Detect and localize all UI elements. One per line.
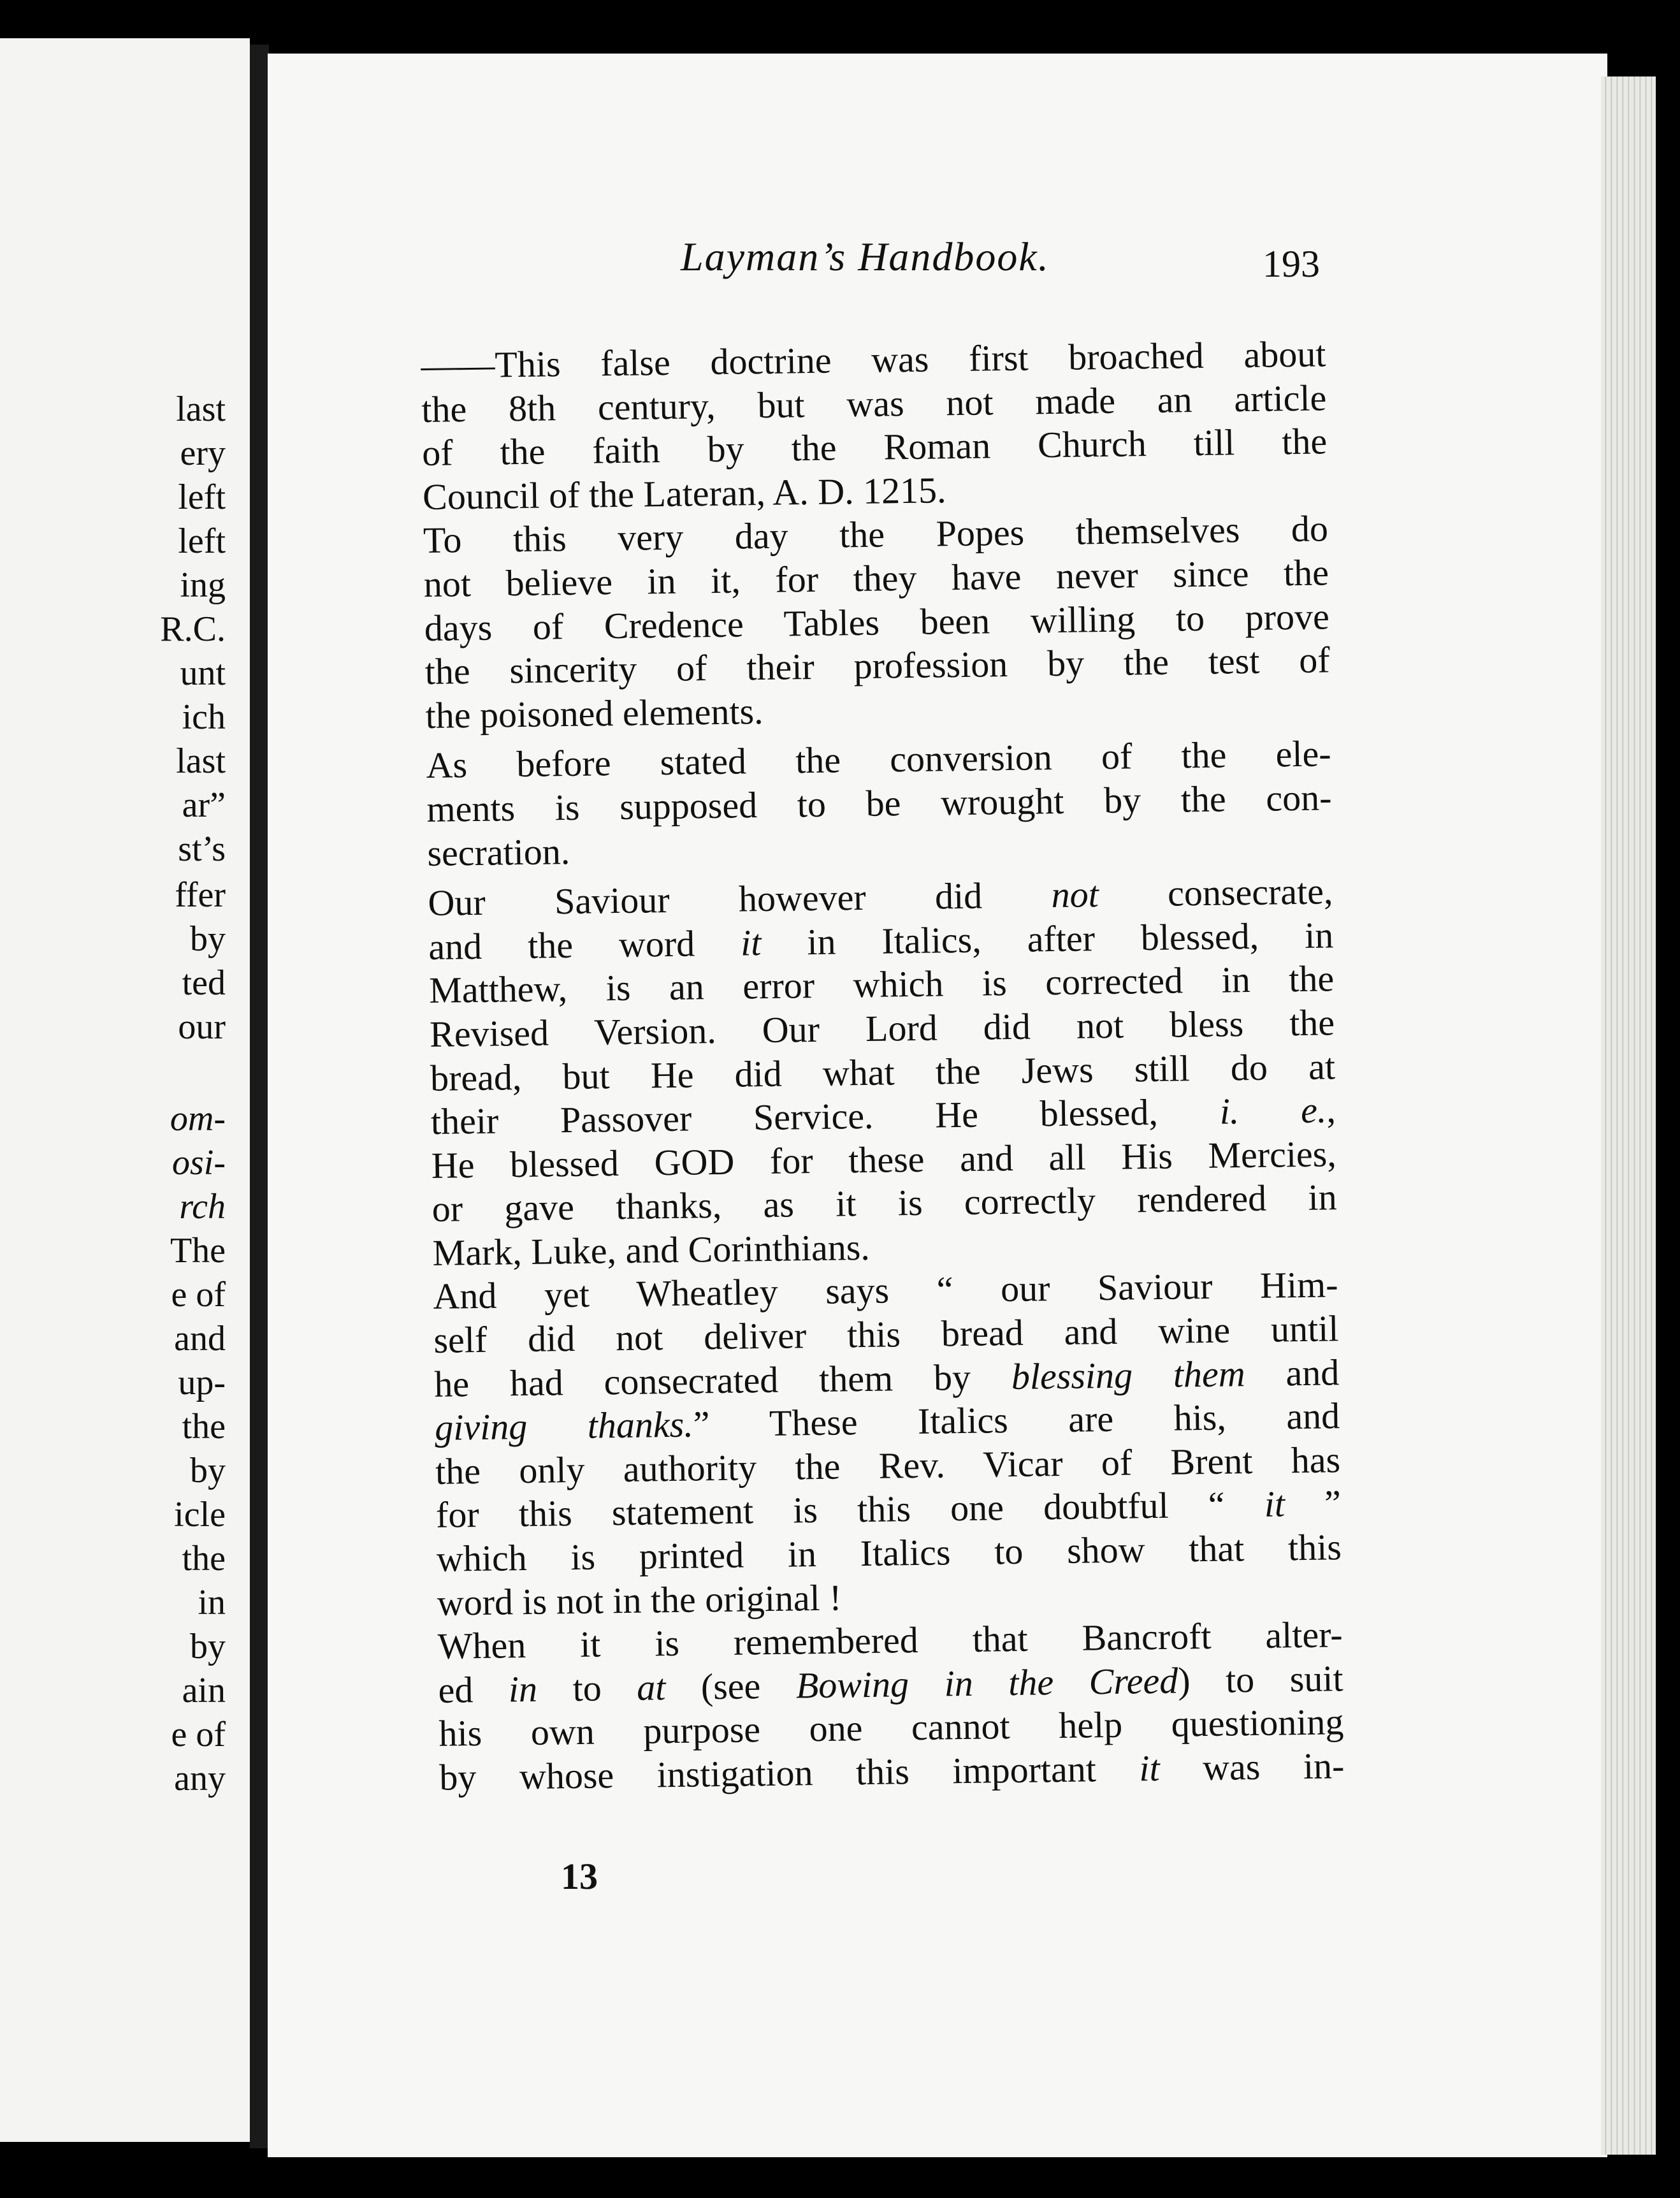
left-page-line: ery [180,433,226,473]
text-segment: the 8th century, but was not made an article [421,377,1327,430]
left-page-line: the [182,1539,226,1578]
text-segment: bread, but He did what the Jews still do at [430,1045,1336,1099]
left-page-line: ted [182,963,226,1003]
left-page-line: The [170,1231,226,1270]
page-edges [1601,76,1656,2155]
left-page-line: in [198,1583,226,1622]
italic-text: in [508,1668,538,1710]
text-segment: As before stated the conversion of the ele- [426,732,1331,787]
left-page-line: rch [179,1187,226,1226]
left-page-line: any [174,1759,226,1798]
left-page-line: st’s [178,829,226,869]
text-segment: and [1245,1351,1340,1394]
left-page-line [160,1051,226,1097]
left-page-line: by [190,1627,226,1666]
book-gutter [250,45,269,2148]
text-segment: for this statement is this one doubtful “ [435,1483,1265,1536]
text-segment: (see [665,1664,797,1708]
text-segment: When it is remembered that Bancroft alter- [437,1613,1343,1668]
text-segment: He blessed GOD for these and all His Mercies, [431,1132,1337,1186]
left-page-line: the [182,1407,226,1446]
text-segment: their Passover Service. He blessed, [430,1090,1220,1142]
left-page-line: ich [182,697,226,737]
left-page-line: om- [170,1099,226,1139]
text-segment: word is not in the original ! [437,1576,842,1624]
left-page-line: ar” [182,785,226,825]
left-page-line: osi- [172,1143,226,1183]
text-segment: self did not deliver this bread and wine until [433,1307,1339,1361]
text-segment: to [537,1666,637,1710]
text-segment: Mark, Luke, and Corinthians. [432,1226,871,1274]
italic-text: Bowing in the Creed [795,1659,1178,1707]
italic-text: i. e. [1219,1089,1327,1132]
left-page-line: last [176,389,226,429]
text-segment: by whose instigation this important [439,1747,1140,1798]
left-page-line: up- [178,1363,226,1402]
left-page-line: and [174,1319,226,1358]
left-page-line: left [178,477,226,517]
text-segment: ——This false doctrine was first broached about [421,333,1326,386]
left-page-line: ffer [175,875,226,915]
italic-text: it [1264,1483,1285,1525]
text-segment: Our Saviour however did [428,874,1052,924]
text-segment: the poisoned elements. [425,690,764,736]
text-segment: and the word [428,922,741,968]
text-segment: ” [1284,1482,1342,1525]
left-page-line: icle [174,1495,226,1534]
left-page-line: last [176,741,226,781]
left-page-line: by [190,1451,226,1490]
text-segment: consecrate, [1098,870,1333,915]
left-page [0,38,250,2142]
text-segment: in Italics, after blessed, in [760,914,1334,963]
text-segment: And yet Wheatley says “ our Saviour Him- [433,1263,1338,1318]
text-segment: ed [438,1668,509,1711]
italic-text: it [1138,1747,1161,1789]
text-segment: To this very day the Popes themselves do [423,507,1329,562]
text-segment: secration. [427,830,570,874]
italic-text: at [636,1666,666,1708]
text-segment: was in- [1159,1745,1345,1789]
italic-text: it [740,921,762,964]
text-segment: the sincerity of their profession by the test of [424,639,1331,693]
left-page-text [160,388,226,1801]
text-segment: the only authority the Rev. Vicar of Brent has [435,1439,1341,1492]
left-page-line: by [190,919,226,959]
text-segment: ) to suit [1177,1657,1343,1701]
page-number: 193 [1263,243,1320,285]
text-segment: his own purpose one cannot help questioning [438,1701,1344,1755]
text-segment: Revised Version. Our Lord did not bless the [429,1001,1335,1055]
text-segment: he had consecrated them by [433,1355,1012,1405]
text-segment: Matthew, is an error which is corrected in the [428,957,1335,1012]
text-segment: ments is supposed to be wrought by the con- [426,776,1332,830]
left-page-line: unt [180,653,226,693]
text-segment: of the faith by the Roman Church till the [421,420,1328,474]
text-segment: which is printed in Italics to show that this [436,1526,1342,1580]
left-page-line: left [178,521,226,561]
left-page-line: e of [171,1275,226,1314]
text-segment: , [1326,1089,1336,1131]
text-segment: days of Credence Tables been willing to prove [424,595,1330,649]
left-page-line: ain [182,1671,226,1710]
left-page-line: R.C. [160,609,226,649]
italic-text: giving thanks. [434,1403,694,1449]
left-page-line: ing [180,565,226,605]
signature-mark: 13 [561,1856,598,1897]
italic-text: blessing them [1011,1352,1246,1397]
running-head [413,233,1369,310]
text-segment: not believe in it, for they have never since the [423,551,1329,605]
left-page-line: our [178,1007,226,1047]
text-segment: or gave thanks, as it is correctly rendered in [431,1176,1338,1230]
italic-text: not [1051,873,1099,916]
left-page-line: e of [171,1715,226,1754]
body-text [421,332,1345,1800]
text-segment: ” These Italics are his, and [693,1395,1340,1445]
text-segment: Council of the Lateran, A. D. 1215. [422,469,946,518]
running-head-title: Layman’s Handbook. [681,234,1050,279]
